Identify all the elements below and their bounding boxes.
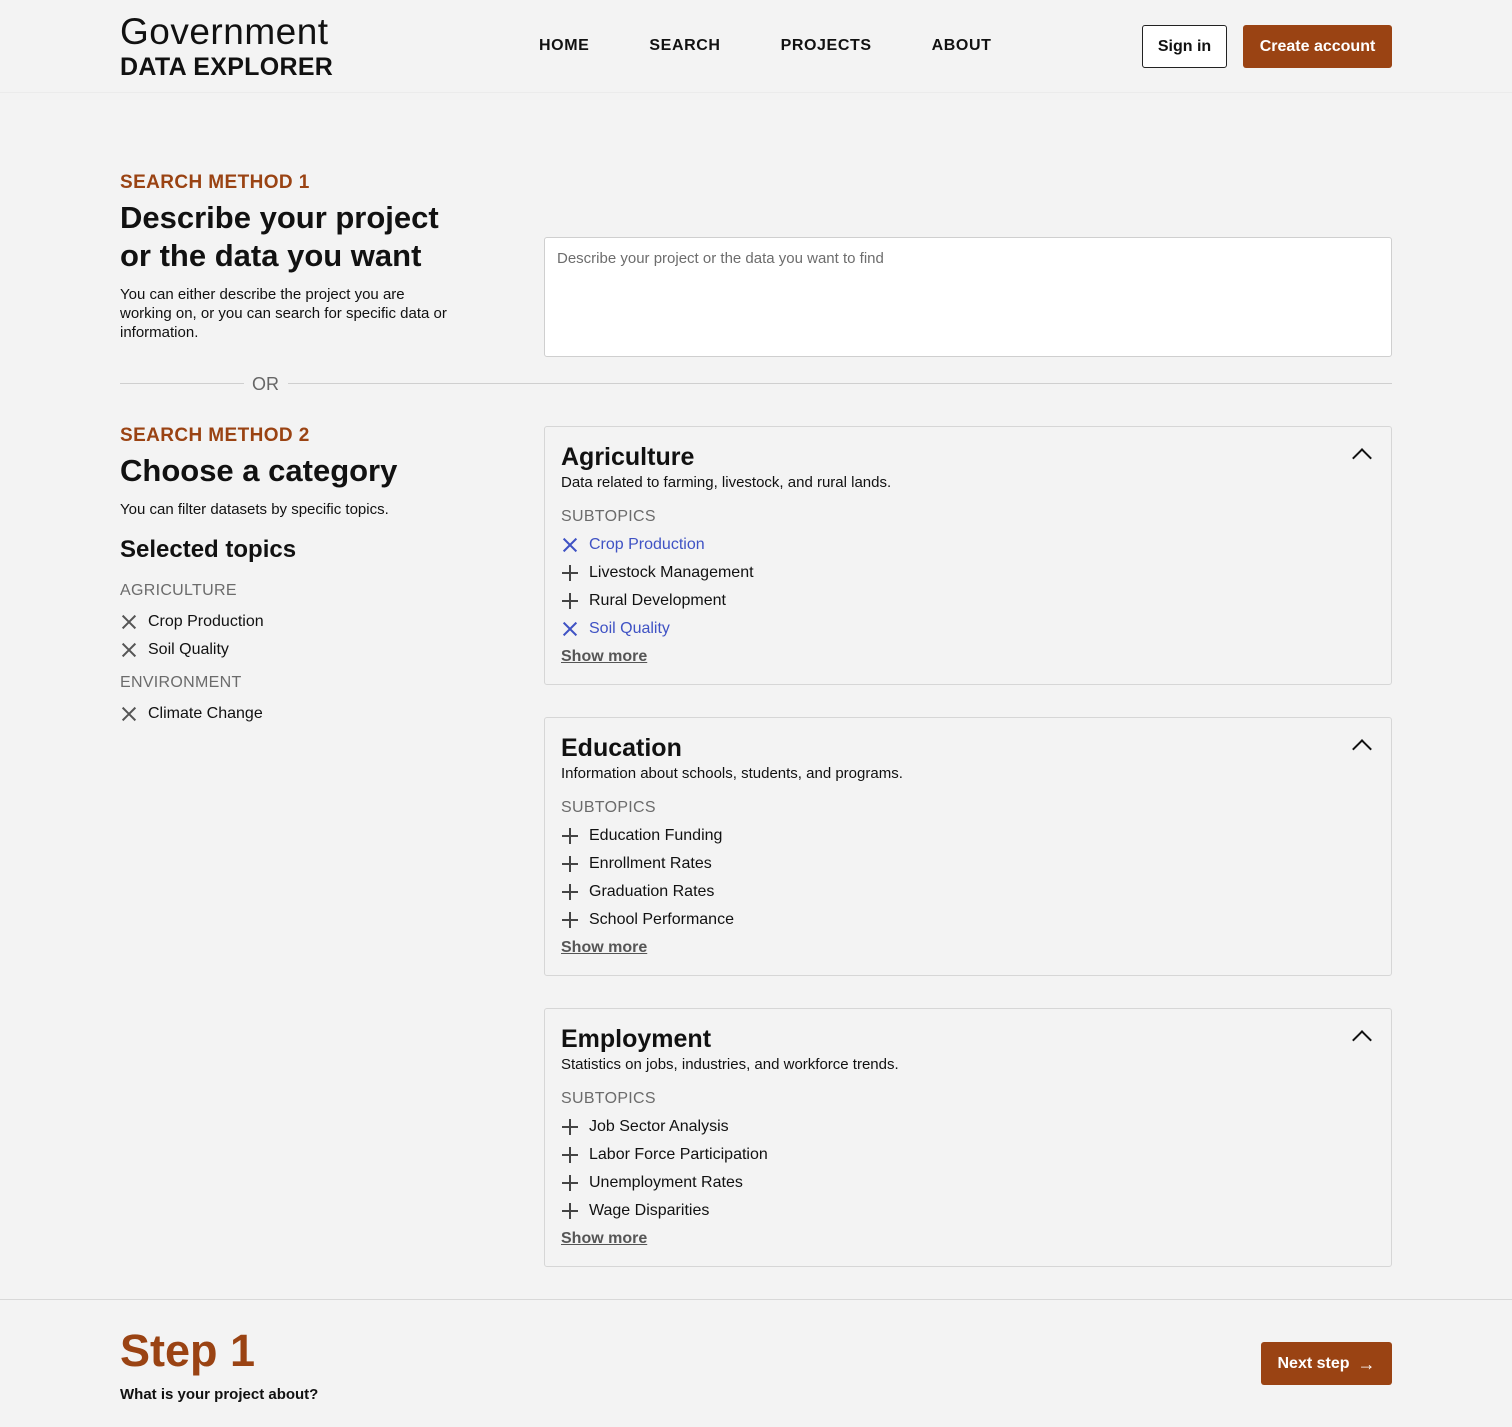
category-card-agriculture <box>544 426 1392 685</box>
subtopic-label: School Performance <box>589 911 734 928</box>
subtopic-label: Rural Development <box>589 592 726 609</box>
create-account-button[interactable]: Create account <box>1243 25 1392 68</box>
add-plus-icon[interactable] <box>561 911 579 929</box>
subtopics-label: SUBTOPICS <box>561 799 656 816</box>
subtopic-label: Education Funding <box>589 827 723 844</box>
selected-topics-list <box>120 582 264 728</box>
add-plus-icon[interactable] <box>561 827 579 845</box>
subtopic-label: Labor Force Participation <box>589 1146 768 1163</box>
selected-topic-item[interactable] <box>120 636 264 664</box>
method1-eyebrow: SEARCH METHOD 1 <box>120 172 310 193</box>
category-title: Agriculture <box>561 443 695 471</box>
add-plus-icon[interactable] <box>561 883 579 901</box>
add-plus-icon[interactable] <box>561 855 579 873</box>
subtopic-item[interactable] <box>561 1141 1375 1169</box>
logo-top-text: Government <box>120 11 329 52</box>
main-nav <box>539 36 1052 56</box>
add-plus-icon[interactable] <box>561 1174 579 1192</box>
method1-title-line2: or the data you want <box>120 238 422 273</box>
subtopic-item[interactable] <box>561 615 1375 643</box>
selected-topics-heading: Selected topics <box>120 536 297 563</box>
method1-title <box>120 199 439 275</box>
subtopic-label: Crop Production <box>589 536 705 553</box>
step-footer <box>0 1299 1512 1427</box>
subtopic-item[interactable] <box>561 559 1375 587</box>
selected-topic-label: Soil Quality <box>148 641 229 658</box>
sign-in-button[interactable]: Sign in <box>1142 25 1227 68</box>
method2-eyebrow: SEARCH METHOD 2 <box>120 425 310 446</box>
selected-topic-item[interactable] <box>120 700 264 728</box>
add-plus-icon[interactable] <box>561 1202 579 1220</box>
category-title: Education <box>561 734 682 762</box>
subtopic-label: Enrollment Rates <box>589 855 712 872</box>
remove-x-icon[interactable] <box>561 536 579 554</box>
selected-topic-label: Climate Change <box>148 705 263 722</box>
subtopics-list <box>561 822 1375 934</box>
selected-topic-item[interactable] <box>120 608 264 636</box>
category-description: Information about schools, students, and programs. <box>561 765 903 782</box>
subtopics-list <box>561 1113 1375 1225</box>
step-subtitle: What is your project about? <box>120 1386 319 1403</box>
remove-x-icon[interactable] <box>120 613 138 631</box>
subtopic-label: Unemployment Rates <box>589 1174 743 1191</box>
subtopics-list <box>561 531 1375 643</box>
subtopic-label: Livestock Management <box>589 564 754 581</box>
subtopic-item[interactable] <box>561 906 1375 934</box>
subtopic-item[interactable] <box>561 850 1375 878</box>
subtopic-item[interactable] <box>561 1169 1375 1197</box>
selected-group-agriculture: AGRICULTURE <box>120 582 237 599</box>
subtopic-item[interactable] <box>561 822 1375 850</box>
site-logo[interactable] <box>120 12 333 82</box>
subtopic-item[interactable] <box>561 1197 1375 1225</box>
or-divider-right <box>288 383 1392 384</box>
or-label: OR <box>252 374 279 394</box>
remove-x-icon[interactable] <box>120 641 138 659</box>
subtopic-item[interactable] <box>561 878 1375 906</box>
selected-topic-label: Crop Production <box>148 613 264 630</box>
or-divider-left <box>120 383 244 384</box>
category-title: Employment <box>561 1025 712 1053</box>
add-plus-icon[interactable] <box>561 1146 579 1164</box>
show-more-link[interactable]: Show more <box>561 648 648 665</box>
add-plus-icon[interactable] <box>561 1118 579 1136</box>
logo-bottom-text: DATA EXPLORER <box>120 53 334 81</box>
nav-projects[interactable]: PROJECTS <box>780 37 872 54</box>
nav-about[interactable]: ABOUT <box>931 37 992 54</box>
add-plus-icon[interactable] <box>561 564 579 582</box>
method1-title-line1: Describe your project <box>120 200 439 235</box>
method2-title: Choose a category <box>120 453 398 488</box>
arrow-right-icon: → <box>1357 1353 1376 1374</box>
step-title: Step 1 <box>120 1325 256 1376</box>
subtopic-item[interactable] <box>561 1113 1375 1141</box>
category-description: Statistics on jobs, industries, and workforce trends. <box>561 1056 899 1073</box>
site-header <box>0 0 1512 93</box>
category-description: Data related to farming, livestock, and rural lands. <box>561 474 892 491</box>
show-more-link[interactable]: Show more <box>561 939 648 956</box>
add-plus-icon[interactable] <box>561 592 579 610</box>
category-card-employment <box>544 1008 1392 1267</box>
method2-description: You can filter datasets by specific topics. <box>120 501 389 518</box>
subtopic-label: Graduation Rates <box>589 883 715 900</box>
subtopic-label: Soil Quality <box>589 620 670 637</box>
subtopic-item[interactable] <box>561 531 1375 559</box>
show-more-link[interactable]: Show more <box>561 1230 648 1247</box>
nav-search[interactable]: SEARCH <box>649 37 721 54</box>
subtopic-item[interactable] <box>561 587 1375 615</box>
project-description-input[interactable] <box>544 237 1392 357</box>
subtopic-label: Wage Disparities <box>589 1202 710 1219</box>
subtopics-label: SUBTOPICS <box>561 1090 656 1107</box>
next-step-label: Next step <box>1277 1354 1350 1372</box>
subtopics-label: SUBTOPICS <box>561 508 656 525</box>
method1-description: You can either describe the project you are working on, or you can search for specific data or information. <box>120 286 447 341</box>
subtopic-label: Job Sector Analysis <box>589 1118 729 1135</box>
nav-home[interactable]: HOME <box>539 37 590 54</box>
remove-x-icon[interactable] <box>120 705 138 723</box>
selected-group-environment: ENVIRONMENT <box>120 674 242 691</box>
remove-x-icon[interactable] <box>561 620 579 638</box>
category-card-education <box>544 717 1392 976</box>
next-step-button[interactable] <box>1261 1342 1392 1385</box>
